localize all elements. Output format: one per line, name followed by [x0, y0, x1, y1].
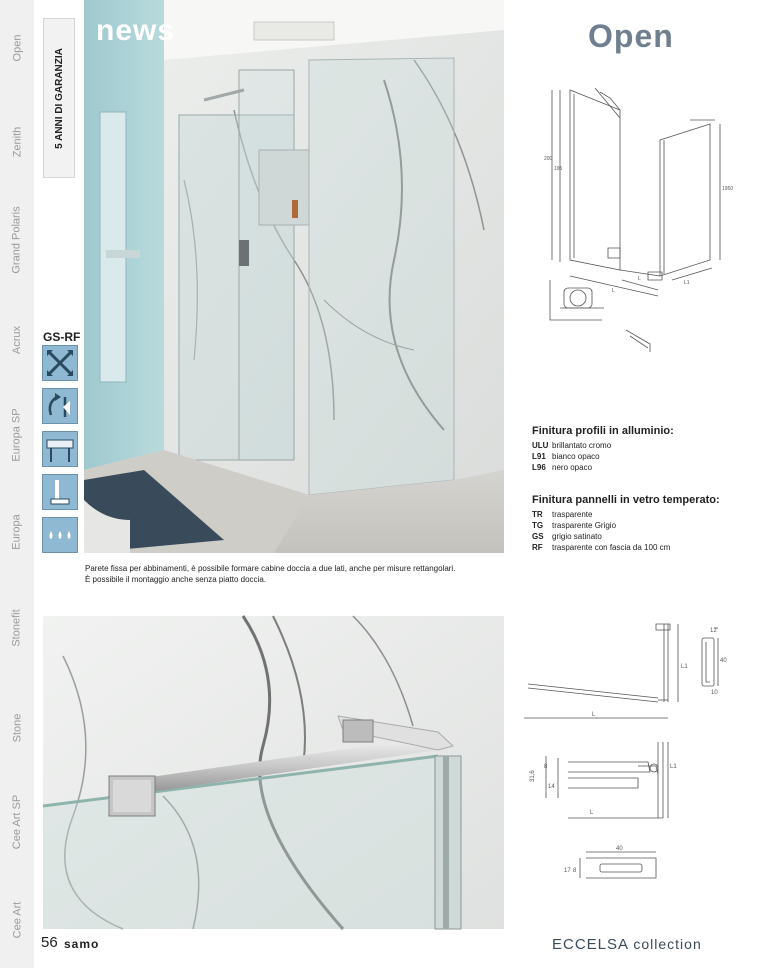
brand-logo: samo [64, 937, 100, 951]
sidebar-item-europa-sp[interactable]: Europa SP [11, 408, 24, 462]
collection-title: ECCELSA [552, 936, 629, 953]
page-number: 56 [41, 934, 58, 951]
finish-row: ULU brillantato cromo [532, 441, 612, 450]
dim-l-main-2: L [638, 276, 641, 282]
collection-sidebar [0, 0, 34, 968]
sidebar-item-cee-art-sp[interactable]: Cee Art SP [11, 794, 24, 850]
caption-line-1: Parete fissa per abbinamenti, è possibile formare cabine doccia a due lati, anche per misure rettangolari. [85, 564, 456, 573]
finish-row: TG trasparente Grigio [532, 521, 617, 530]
dim-10-top: 10 [711, 690, 718, 696]
dim-l1-top: L1 [681, 664, 688, 670]
top-view-drawing [518, 618, 728, 723]
svg-text:40: 40 [720, 658, 727, 664]
finish-row: L96 nero opaco [532, 463, 593, 472]
profile-drawing [560, 842, 670, 892]
collection-name [552, 936, 702, 953]
shower-tray-icon [42, 431, 78, 467]
collection-word: collection [633, 936, 702, 952]
sidebar-item-stonefit[interactable]: Stonefit [11, 609, 23, 647]
svg-text:195: 195 [554, 166, 563, 172]
hero-caption [85, 563, 505, 585]
svg-text:L1: L1 [684, 280, 690, 286]
dim-14: 14 [548, 784, 555, 790]
dim-l1-section: L1 [670, 764, 677, 770]
svg-text:1950: 1950 [722, 186, 734, 192]
news-label: news [96, 14, 176, 47]
crossed-arrows-icon [42, 345, 78, 381]
finish-row: L91 bianco opaco [532, 452, 600, 461]
dim-31-6: 31,6 [530, 770, 536, 782]
dim-l-main: L [612, 288, 615, 294]
product-title: Open [588, 18, 674, 54]
warranty-badge: 5 ANNI DI GARANZIA [43, 18, 75, 178]
sidebar-item-grand-polaris[interactable]: Grand Polaris [11, 206, 24, 274]
sidebar-item-open[interactable]: Open [10, 34, 23, 62]
profiles-finish-title: Finitura profili in alluminio: [532, 425, 674, 437]
sidebar-item-acrux[interactable]: Acrux [11, 325, 23, 355]
dim-40: 40 [616, 846, 623, 852]
bracket-detail-photo [43, 616, 504, 929]
sidebar-item-europa[interactable]: Europa [11, 514, 24, 550]
section-drawing [518, 738, 728, 828]
dim-8-bottom: 8 [573, 868, 577, 874]
finish-row: GS grigio satinato [532, 532, 602, 541]
dim-8: 8 [544, 764, 548, 770]
finish-row: TR trasparente [532, 510, 593, 519]
reversible-icon [42, 388, 78, 424]
dim-17: 17 [564, 868, 571, 874]
panels-finish-title: Finitura pannelli in vetro temperato: [532, 494, 720, 506]
panels-finish-block [532, 495, 720, 553]
glass-code-label: GS-RF [43, 330, 81, 344]
profiles-finish-block [532, 426, 674, 473]
main-technical-drawing [530, 80, 734, 380]
dim-12-top: 12 [710, 628, 717, 634]
wall-profile-icon [42, 474, 78, 510]
dim-l-top: L [592, 712, 596, 718]
caption-line-2: È possibile il montaggio anche senza piatto doccia. [85, 575, 266, 584]
dim-l-section: L [590, 810, 594, 816]
sidebar-item-zenith[interactable]: Zenith [10, 126, 23, 158]
finish-row: RF trasparente con fascia da 100 cm [532, 543, 671, 552]
sidebar-item-cee-art[interactable]: Cee Art [11, 901, 23, 939]
hero-shower-photo [84, 0, 504, 553]
sidebar-item-stone[interactable]: Stone [11, 713, 23, 743]
svg-text:200: 200 [544, 156, 553, 162]
water-drops-icon [42, 517, 78, 553]
